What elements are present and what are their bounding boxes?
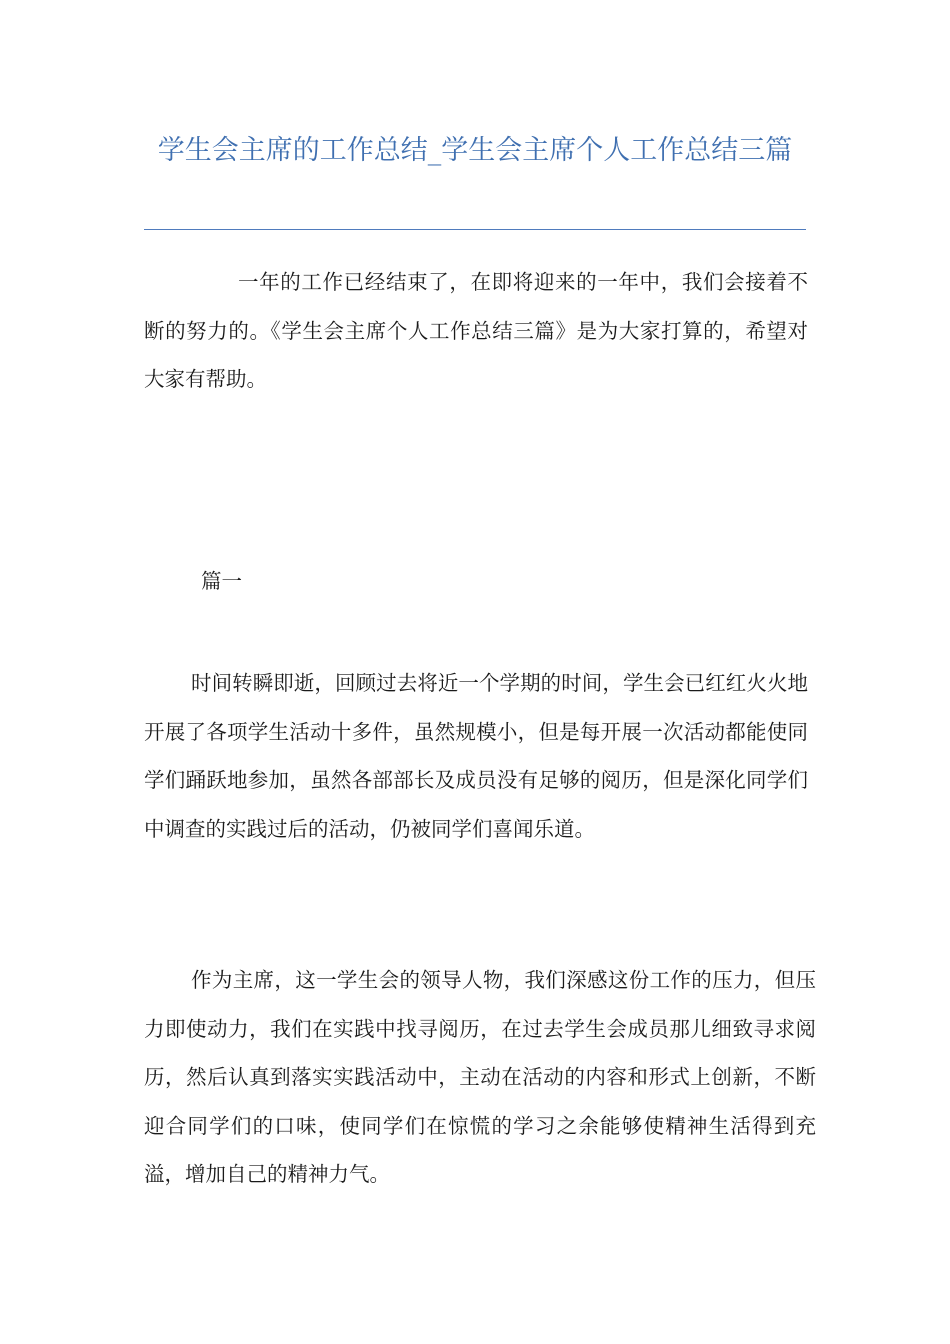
body-paragraph-2: 作为主席，这一学生会的领导人物，我们深感这份工作的压力，但压力即使动力，我们在实践中找寻阅历，在过去学生会成员那儿细致寻求阅历，然后认真到落实实践活动中，主动在活动的内容和形式上创新，不断迎合同学们的口味，使同学们在惊慌的学习之余能够使精神生活得到充溢，增加自己的精神力气。: [144, 968, 816, 1186]
body-paragraph-1: 时间转瞬即逝，回顾过去将近一个学期的时间，学生会已红红火火地开展了各项学生活动十多件，虽然规模小，但是每开展一次活动都能使同学们踊跃地参加，虽然各部部长及成员没有足够的阅历，但是深化同学们中调查的实践过后的活动，仍被同学们喜闻乐道。: [144, 671, 808, 841]
document-title: 学生会主席的工作总结_学生会主席个人工作总结三篇: [157, 135, 793, 166]
section-heading: 篇一: [201, 569, 242, 593]
intro-paragraph: 一年的工作已经结束了，在即将迎来的一年中，我们会接着不断的努力的。《学生会主席个人工作总结三篇》是为大家打算的，希望对大家有帮助。: [144, 270, 808, 391]
title-underline: [144, 229, 806, 230]
